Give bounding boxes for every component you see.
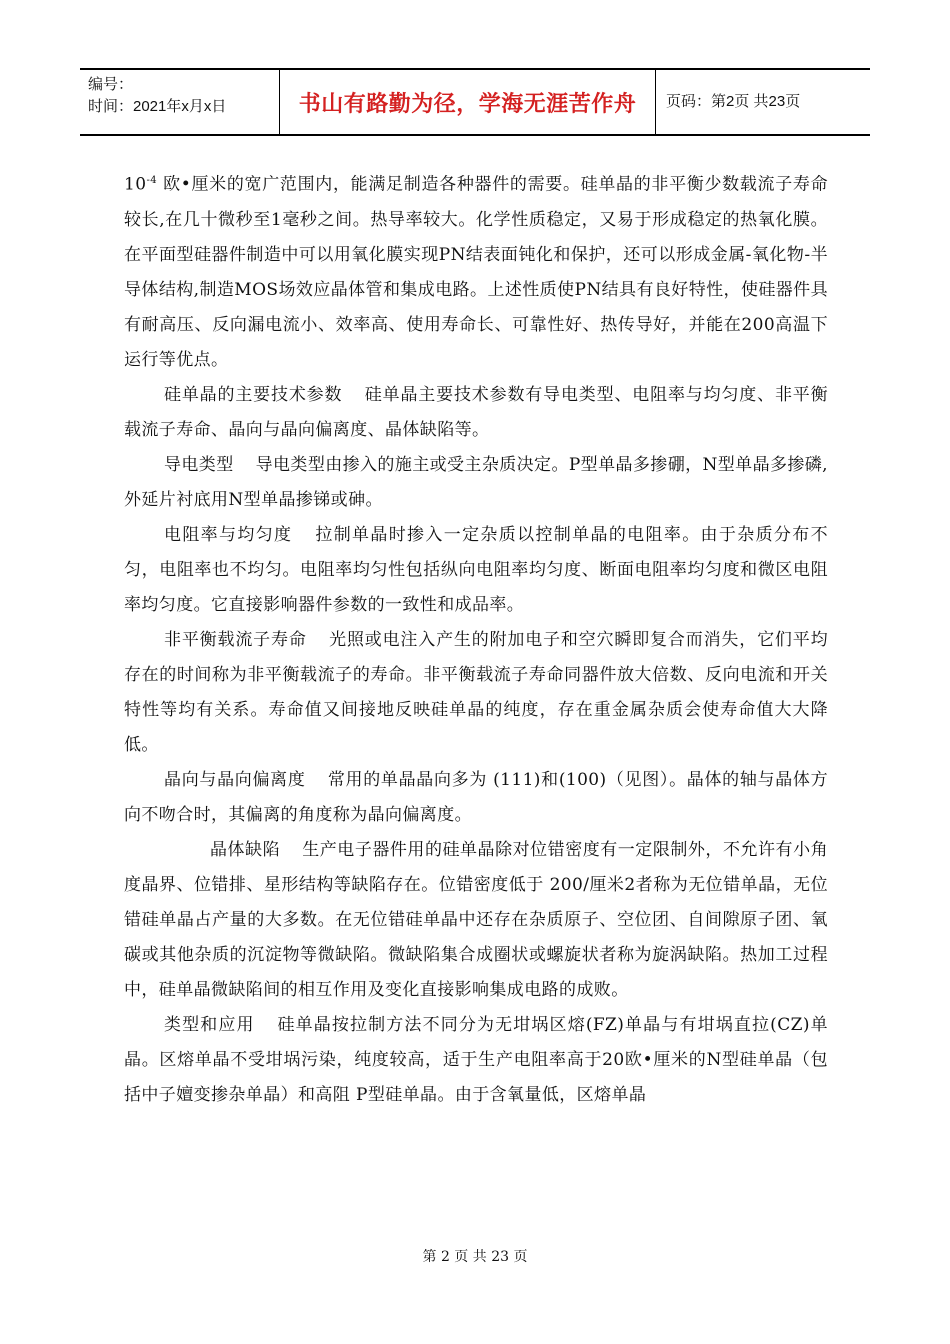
paragraph-1: [124, 163, 828, 378]
p4-title: 电阻率与均匀度: [164, 524, 293, 545]
paragraph-4: [124, 518, 828, 623]
p7-title: 晶体缺陷: [210, 839, 281, 860]
header-meta-cell: [80, 70, 280, 134]
motto-text: 书山有路勤为径，学海无涯苦作舟: [298, 91, 637, 117]
p5-text: 光照或电注入产生的附加电子和空穴瞬即复合而消失，它们平均存在的时间称为非平衡载流子的寿命。非平衡载流子寿命同器件放大倍数、反向电流和开关特性等均有关系。寿命值又间接地反映硅单晶的纯度，存在重金属杂质会使寿命值大大降低。: [124, 629, 828, 755]
p1-text: 欧•厘米的宽广范围内，能满足制造各种器件的需要。硅单晶的非平衡少数载流子寿命较长,在几十微秒至1毫秒之间。热导率较大。化学性质稳定，又易于形成稳定的热氧化膜。在平面型硅器件制造中可以用氧化膜实现PN结表面钝化和保护，还可以形成金属-氧化物-半导体结构,制造MOS场效应晶体管和集成电路。上述性质使PN结具有良好特性，使硅器件具有耐高压、反向漏电流小、效率高、使用寿命长、可靠性好、热传导好，并能在200高温下运行等优点。: [124, 174, 828, 370]
paragraph-6: [124, 763, 828, 833]
paragraph-7: [124, 833, 828, 1008]
p1-prefix: 10: [124, 174, 147, 195]
paragraph-2: [124, 378, 828, 448]
header-motto-cell: [280, 70, 656, 134]
header-page-cell: [656, 70, 870, 134]
p6-text: 常用的单晶晶向多为 (111)和(100)（见图）。晶体的轴与晶体方向不吻合时，其偏离的角度称为晶向偏离度。: [124, 769, 828, 825]
page-header: [80, 68, 870, 136]
p1-sup: -4: [146, 175, 157, 186]
paragraph-8: [124, 1008, 828, 1113]
paragraph-3: [124, 448, 828, 518]
page-info: 页码：第2页 共23页: [666, 93, 801, 110]
p2-text: 硅单晶主要技术参数有导电类型、电阻率与均匀度、非平衡载流子寿命、晶向与晶向偏离度、晶体缺陷等。: [124, 384, 829, 440]
p3-title: 导电类型: [164, 454, 234, 475]
p5-title: 非平衡载流子寿命: [164, 629, 307, 650]
document-body: [124, 163, 828, 1113]
page-footer: 第 2 页 共 23 页: [422, 1249, 528, 1265]
p4-text: 拉制单晶时掺入一定杂质以控制单晶的电阻率。由于杂质分布不匀，电阻率也不均匀。电阻率均匀性包括纵向电阻率均匀度、断面电阻率均匀度和微区电阻率均匀度。它直接影响器件参数的一致性和成品率。: [124, 524, 828, 615]
time-label: 时间：2021年x月x日: [88, 98, 227, 115]
p3-text: 导电类型由掺入的施主或受主杂质决定。P型单晶多掺硼，N型单晶多掺磷,外延片衬底用N型单晶掺锑或砷。: [124, 454, 828, 510]
paragraph-5: [124, 623, 828, 763]
p2-title: 硅单晶的主要技术参数: [164, 384, 343, 405]
p7-text: 生产电子器件用的硅单晶除对位错密度有一定限制外，不允许有小角度晶界、位错排、星形结构等缺陷存在。位错密度低于 200/厘米2者称为无位错单晶，无位错硅单晶占产量的大多数。在无位错硅单晶中还存在杂质原子、空位团、自间隙原子团、氧碳或其他杂质的沉淀物等微缺陷。微缺陷集合成圈状或螺旋状者称为旋涡缺陷。热加工过程中，硅单晶微缺陷间的相互作用及变化直接影响集成电路的成败。: [124, 839, 828, 1000]
p8-title: 类型和应用: [164, 1014, 255, 1035]
p6-title: 晶向与晶向偏离度: [164, 769, 306, 790]
doc-number-label: 编号：: [88, 76, 134, 93]
p8-text: 硅单晶按拉制方法不同分为无坩埚区熔(FZ)单晶与有坩埚直拉(CZ)单晶。区熔单晶不受坩埚污染，纯度较高，适于生产电阻率高于20欧•厘米的N型硅单晶（包括中子嬗变掺杂单晶）和高阻 P型硅单晶。由于含氧量低，区熔单晶: [124, 1014, 828, 1105]
